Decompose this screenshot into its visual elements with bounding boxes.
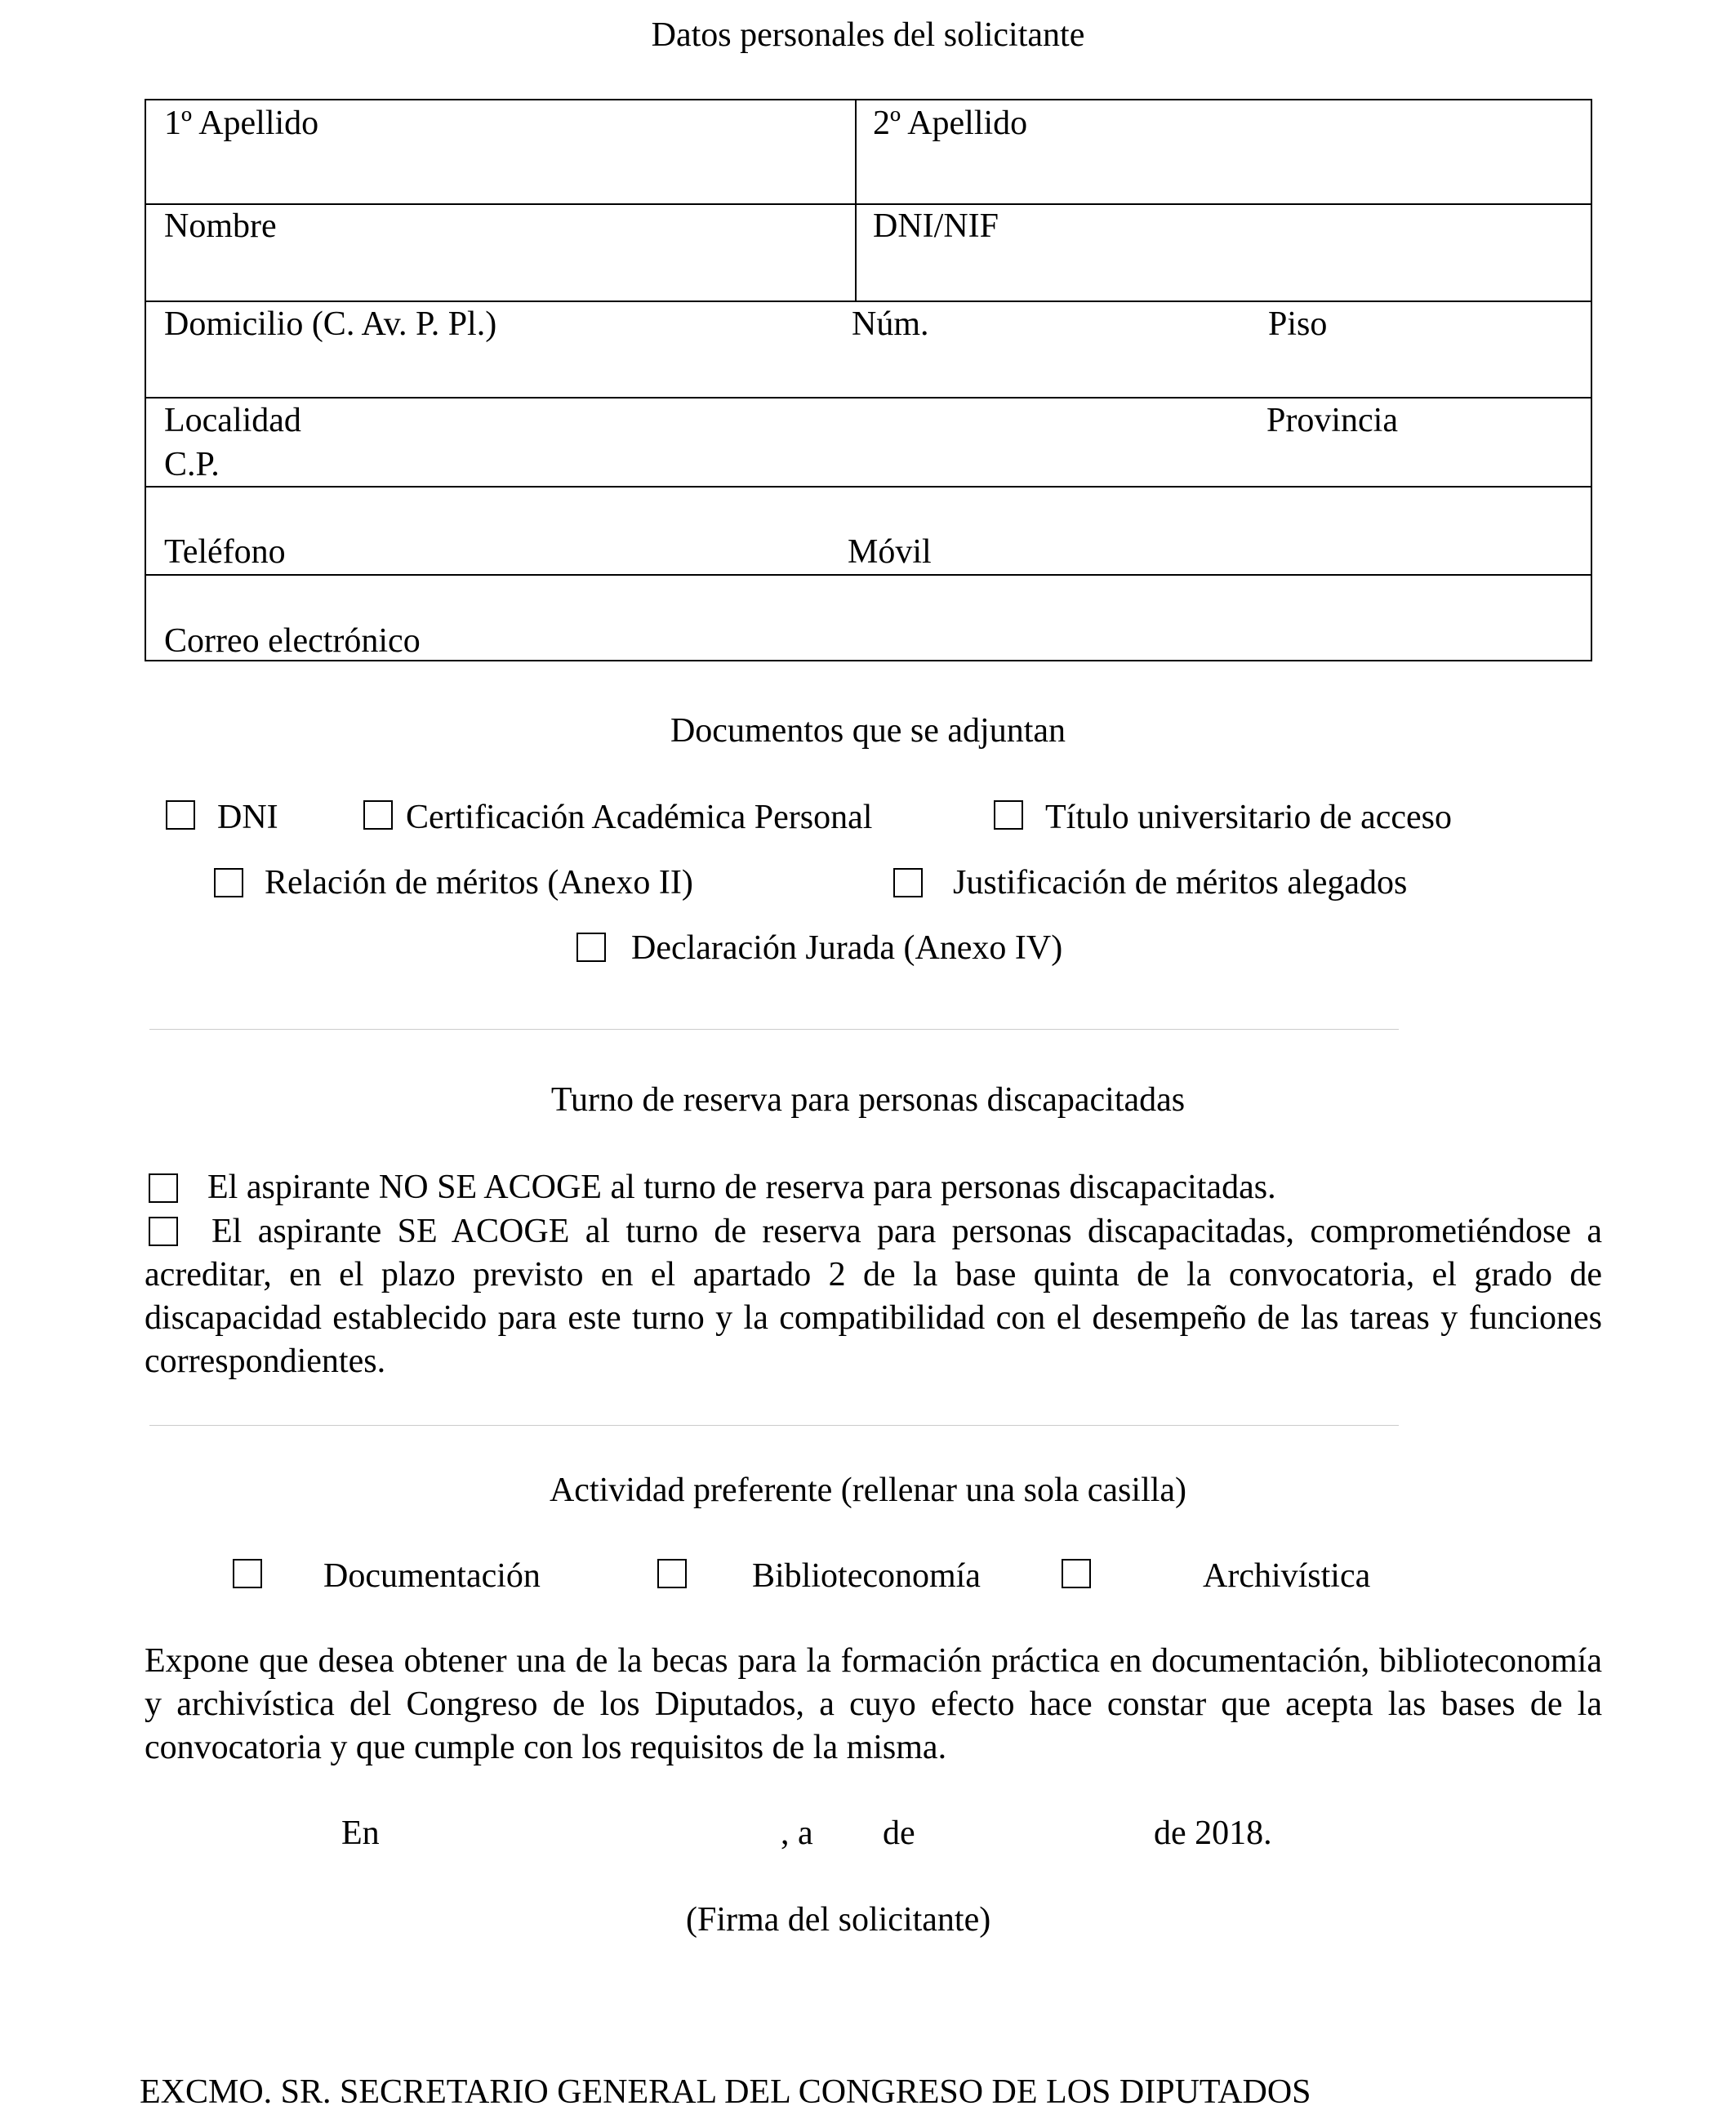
- second-surname-label: 2º Apellido: [873, 105, 1028, 142]
- section-title-activity: Actividad preferente (rellenar una sola casilla): [549, 1472, 1187, 1509]
- section-divider: [149, 1425, 1399, 1426]
- document-sworn-declaration-checkbox[interactable]: [576, 933, 606, 962]
- activity-archival-checkbox[interactable]: [1062, 1559, 1091, 1588]
- town-label: Localidad: [164, 402, 301, 439]
- date-place-label: En: [341, 1814, 380, 1852]
- section-title-documents: Documentos que se adjuntan: [670, 712, 1066, 750]
- document-merits-list-checkbox[interactable]: [214, 868, 243, 897]
- document-merits-justification-checkbox[interactable]: [893, 868, 923, 897]
- personal-data-table: [145, 99, 1592, 661]
- section-title-reserve: Turno de reserva para personas discapacitadas: [550, 1081, 1186, 1119]
- table-row-divider: [146, 574, 1591, 576]
- table-row-divider: [146, 397, 1591, 399]
- document-university-degree-label: Título universitario de acceso: [1045, 799, 1452, 836]
- document-dni-checkbox[interactable]: [166, 800, 195, 830]
- number-label: Núm.: [852, 305, 929, 343]
- date-year-label: de 2018.: [1154, 1814, 1272, 1852]
- activity-documentation-label: Documentación: [323, 1557, 541, 1595]
- table-row-divider: [146, 301, 1591, 302]
- postal-code-label: C.P.: [164, 446, 220, 483]
- table-row-divider: [146, 203, 1591, 205]
- signature-label: (Firma del solicitante): [686, 1901, 991, 1939]
- email-label: Correo electrónico: [164, 622, 421, 660]
- document-academic-certificate-label: Certificación Académica Personal: [406, 799, 873, 836]
- address-label: Domicilio (C. Av. P. Pl.): [164, 305, 497, 343]
- province-label: Provincia: [1266, 402, 1398, 439]
- date-month-label: de: [883, 1814, 915, 1852]
- date-day-label: , a: [781, 1814, 813, 1852]
- table-row-divider: [146, 486, 1591, 488]
- first-surname-label: 1º Apellido: [164, 105, 319, 142]
- reserve-no-checkbox[interactable]: [149, 1173, 178, 1203]
- table-column-divider: [855, 100, 857, 301]
- mobile-label: Móvil: [848, 533, 932, 571]
- dni-nif-label: DNI/NIF: [873, 207, 999, 245]
- document-merits-list-label: Relación de méritos (Anexo II): [265, 864, 693, 902]
- section-title-personal: Datos personales del solicitante: [651, 16, 1085, 54]
- document-university-degree-checkbox[interactable]: [994, 800, 1023, 830]
- reserve-yes-label: El aspirante SE ACOGE al turno de reserva para personas discapacitadas, comprometiéndose a acreditar, en el plazo previsto en el apartado 2 de la base quinta de la convocatoria, el grado de discapacidad establecido para este turno y la compatibilidad con el desempeño de las tareas y funciones correspondientes.: [145, 1213, 1602, 1380]
- addressee: EXCMO. SR. SECRETARIO GENERAL DEL CONGRESO DE LOS DIPUTADOS: [140, 2073, 1311, 2111]
- name-label: Nombre: [164, 207, 277, 245]
- reserve-no-label: El aspirante NO SE ACOGE al turno de reserva para personas discapacitadas.: [207, 1169, 1276, 1206]
- floor-label: Piso: [1268, 305, 1328, 343]
- statement-paragraph: Expone que desea obtener una de la becas para la formación práctica en documentación, biblioteconomía y archivística del Congreso de los Diputados, a cuyo efecto hace constar que acepta las bases de la convocatoria y que cumple con los requisitos de la misma.: [145, 1642, 1602, 1766]
- document-sworn-declaration-label: Declaración Jurada (Anexo IV): [631, 929, 1063, 967]
- document-merits-justification-label: Justificación de méritos alegados: [953, 864, 1408, 902]
- activity-library-science-checkbox[interactable]: [657, 1559, 687, 1588]
- activity-documentation-checkbox[interactable]: [233, 1559, 262, 1588]
- section-divider: [149, 1029, 1399, 1030]
- phone-label: Teléfono: [164, 533, 286, 571]
- activity-library-science-label: Biblioteconomía: [752, 1557, 981, 1595]
- activity-archival-label: Archivística: [1203, 1557, 1371, 1595]
- document-dni-label: DNI: [217, 799, 278, 836]
- document-academic-certificate-checkbox[interactable]: [363, 800, 393, 830]
